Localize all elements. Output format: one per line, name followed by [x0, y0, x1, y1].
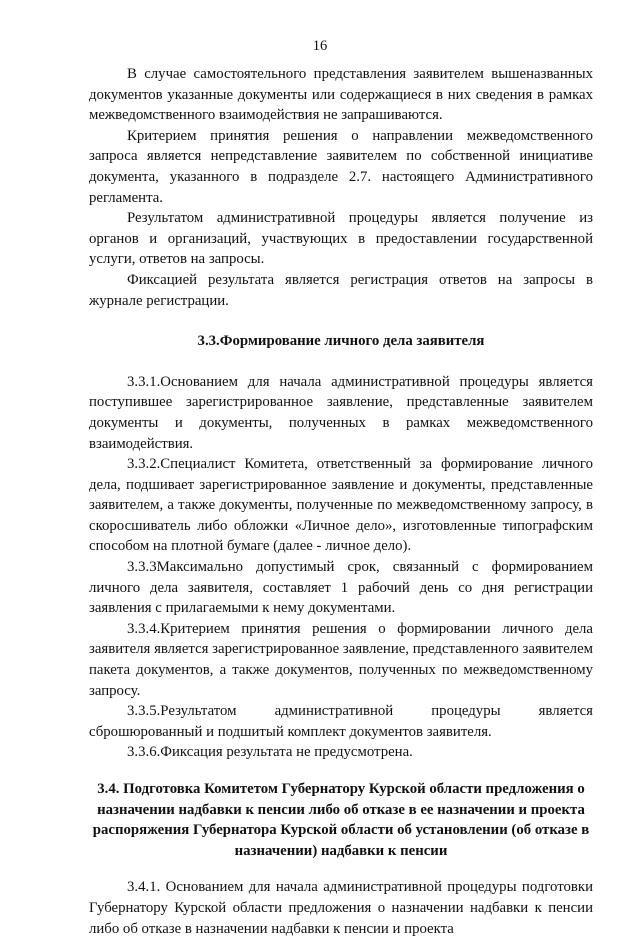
paragraph: 3.3.6.Фиксация результата не предусмотрена.: [127, 744, 413, 761]
paragraph: Фиксацией результата является регистрация ответов на запросы в журнале регистрации.: [89, 271, 593, 309]
paragraph: 3.3.3Максимально допустимый срок, связанный с формированием личного дела заявителя, составляет 1 рабочий день со дня регистрации заявления с прилагаемыми к нему документами.: [89, 559, 593, 617]
paragraph: 3.4.1. Основанием для начала административной процедуры подготовки Губернатору Курской области предложения о назначении надбавки к пенсии либо об отказе в назначении надбавки к пенсии и проекта: [89, 879, 593, 937]
section-heading: 3.4. Подготовка Комитетом Губернатору Курской области предложения о назначении надбавки к пенсии либо об отказе в ее назначении и проекта распоряжения Губернатора Курской области об установлении (об отказе в назначении) надбавки к пенсии: [92, 781, 590, 859]
page-number: 16: [312, 38, 328, 54]
paragraph: Критерием принятия решения о направлении межведомственного запроса является непредставление заявителем по собственной инициативе документа, указанного в подразделе 2.7. настоящего Административного регламента.: [89, 127, 593, 206]
paragraph: 3.3.1.Основанием для начала административной процедуры является поступившее зарегистрированное заявление, представленные заявителем документы и документы, полученных в рамках межведомственного взаимодействия.: [89, 373, 593, 452]
document-body: [89, 64, 593, 939]
paragraph: В случае самостоятельного представления заявителем вышеназванных документов указанные документы или содержащиеся в них сведения в рамках межведомственного взаимодействия не запрашиваются.: [89, 66, 593, 124]
paragraph: 3.3.2.Специалист Комитета, ответственный за формирование личного дела, подшивает зарегистрированное заявление и документы, представленные заявителем, а также документы, полученные по межведомственному запросу, в скоросшиватель либо обложки «Личное дело», изготовленные типографским способом на плотной бумаге (далее - личное дело).: [89, 456, 593, 555]
paragraph: 3.3.4.Критерием принятия решения о формировании личного дела заявителя является зарегистрированное заявление, представленного заявителем пакета документов, а также документов, полученных по межведомственному запросу.: [89, 620, 593, 699]
section-heading: 3.3.Формирование личного дела заявителя: [197, 333, 485, 350]
paragraph: Результатом административной процедуры является получение из органов и организаций, участвующих в предоставлении государственной услуги, ответов на запросы.: [89, 210, 593, 268]
paragraph: 3.3.5.Результатом административной процедуры является сброшюрованный и подшитый комплект документов заявителя.: [89, 703, 593, 740]
